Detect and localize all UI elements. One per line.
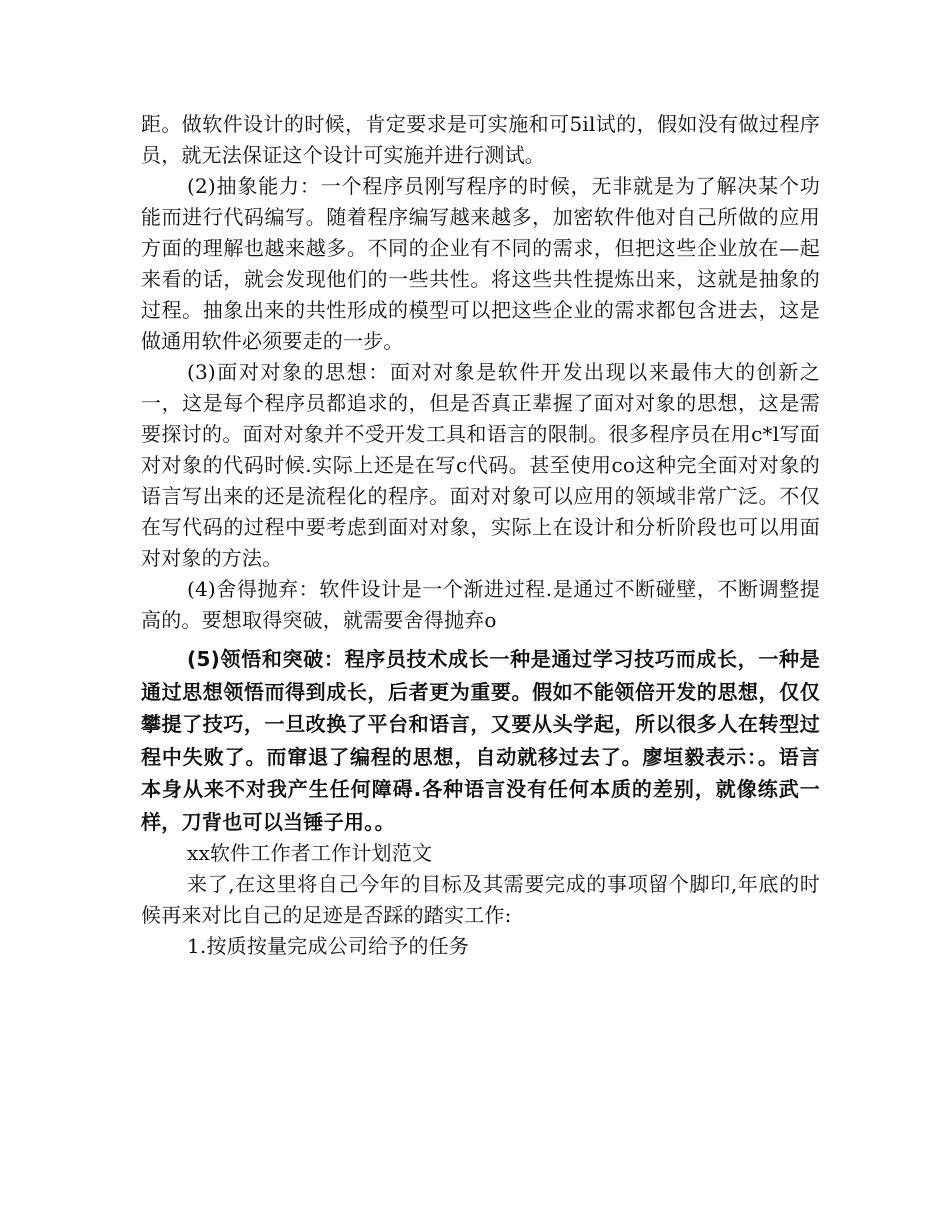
paragraph-willing-to-abandon: (4)舍得抛弃：软件设计是一个渐进过程.是通过不断碰壁，不断调整提高的。要想取得突破，就需要舍得抛弃o bbox=[141, 577, 820, 632]
paragraph-design-testing: 距。做软件设计的时候，肯定要求是可实施和可5il试的，假如没有做过程序员，就无法保证这个设计可实施并进行测试。 bbox=[141, 112, 820, 167]
paragraph-object-oriented-thinking: (3)面对对象的思想：面对对象是软件开发出现以来最伟大的创新之一，这是每个程序员都追求的，但是否真正辈握了面对对象的思想，这是需要探讨的。面对对象并不受开发工具和语言的限制。很多程序员在用c*l写面对对象的代码时候.实际上还是在写c代码。甚至使用co这种完全面对对象的语言写出来的还是流程化的程序。面对对象可以应用的领域非常广泛。不仅在写代码的过程中要考虑到面对对象，实际上在设计和分析阶段也可以用面对对象的方法。 bbox=[141, 360, 820, 570]
paragraph-plan-intro: 来了,在这里将自己今年的目标及其需要完成的事项留个脚印,年底的时候再来对比自己的足迹是否踩的踏实工作: bbox=[141, 872, 820, 927]
paragraph-abstraction-ability: (2)抽象能力：一个程序员刚写程序的时候，无非就是为了解决某个功能而进行代码编写。随着程序编写越来越多，加密软件他对自己所做的应用方面的理解也越来越多。不同的企业有不同的需求，但把这些企业放在—起来看的话，就会发现他们的一些共性。将这些共性提炼出来，这就是抽象的过程。抽象出来的共性形成的模型可以把这些企业的需求都包含进去，这是做通用软件必须要走的一步。 bbox=[141, 174, 820, 353]
list-item-task-1: 1.按质按量完成公司给予的任务 bbox=[187, 934, 470, 958]
paragraph-insight-breakthrough: (5)领悟和突破：程序员技术成长一种是通过学习技巧而成长，一种是通过思想领悟而得到成长，后者更为重要。假如不能领倍开发的思想，仅仅攀提了技巧，一旦改换了平台和语言，又要从头学起，所以很多人在转型过程中失败了。而窜退了编程的思想，自动就移过去了。廖垣毅表示：。语言本身从来不对我产生任何障碍.各种语言没有任何本质的差别，就像练武一样，刀背也可以当锤子用。。 bbox=[141, 647, 820, 834]
section-title-work-plan: xx软件工作者工作计划范文 bbox=[187, 841, 433, 865]
